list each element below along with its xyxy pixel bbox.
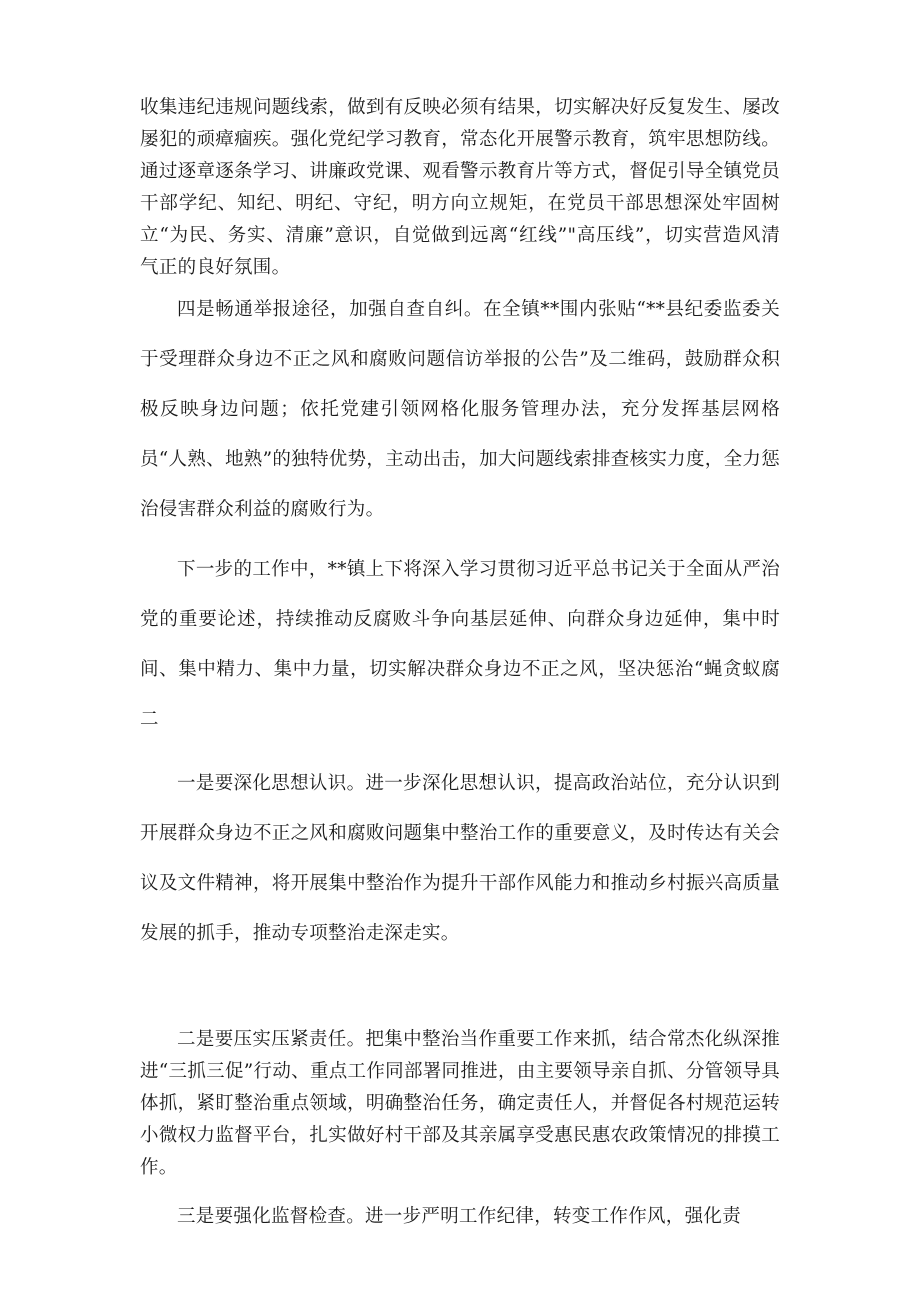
paragraph-deepen-understanding: 一是要深化思想认识。进一步深化思想认识，提高政治站位，充分认识到开展群众身边不正之风和腐败问题集中整治工作的重要意义，及时传达有关会议及文件精神，将开展集中整治作为提升干部作风能力和推动乡村振兴高质量发展的抓手，推动专项整治走深走实。 [140,773,780,944]
paragraph-responsibility: 二是要压实压紧责任。把集中整治当作重要工作来抓，结合常杰化纵深推进“三抓三促”行动、重点工作同部署同推进，由主要领导亲自抓、分管领导具体抓，紧盯整治重点领域，明确整治任务，确定责任人，并督促各村规范运转小微权力监督平台，扎实做好村干部及其亲属享受惠民惠农政策情况的排摸工作。 [140,1029,780,1178]
paragraph-next-steps: 下一步的工作中，**镇上下将深入学习贯彻习近平总书记关于全面从严治党的重要论述，持续推动反腐败斗争向基层延伸、向群众身边延伸，集中时间、集中精力、集中力量，切实解决群众身边不正之风，坚决惩治“蝇贪蚁腐二 [140,559,780,730]
paragraph-supervision: 三是要强化监督检查。进一步严明工作纪律，转变工作作风，强化责 [177,1206,742,1227]
paragraph-reporting-channels: 四是畅通举报途径，加强自查自纠。在全镇**围内张贴“**县纪委监委关于受理群众身边不正之风和腐败问题信访举报的公告”及二维码，鼓励群众积极反映身边问题；依托党建引领网格化服务管理办法，充分发挥基层网格员“人熟、地熟”的独特优势，主动出击，加大问题线索排查核实力度，全力惩治侵害群众利益的腐败行为。 [140,299,780,520]
paragraph-discipline-education: 收集违纪违规问题线索，做到有反映必须有结果，切实解决好反复发生、屡改屡犯的顽瘴痼疾。强化党纪学习教育，常态化开展警示教育，筑牢思想防线。通过逐章逐条学习、讲廉政党课、观看警示教育片等方式，督促引导全镇党员干部学纪、知纪、明纪、守纪，明方向立规矩，在党员干部思想深处牢固树立“为民、务实、清廉”意识，自觉做到远离“红线”"高压线”，切实营造风清气正的良好氛围。 [140,97,780,278]
